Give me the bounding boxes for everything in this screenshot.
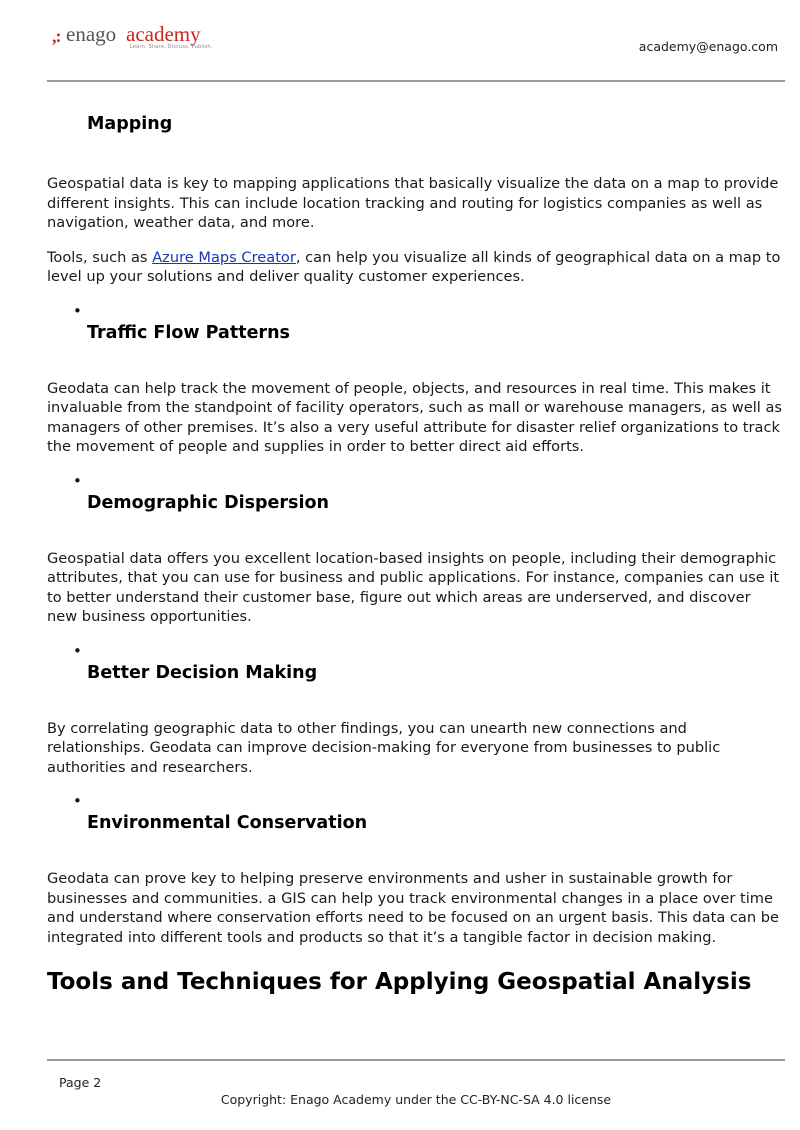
environment-paragraph: Geodata can prove key to helping preserve environments and usher in sustainable growth for businesses and communities. a GIS can help you track environmental changes in a place over time and understand where conservation efforts need to be focused on an urgent basis. This data can be integrated into different tools and products so that it’s a tangible factor in decision making. (47, 870, 780, 946)
page-content (47, 112, 783, 997)
mapping-paragraph-1: Geospatial data is key to mapping applications that basically visualize the data on a map to provide different insights. This can include location tracking and routing for logistics companies as well as navigation, weather data, and more. (47, 175, 779, 231)
mapping-paragraph-2 (47, 248, 783, 287)
heading-demographic-dispersion: Demographic Dispersion (87, 492, 329, 513)
bullet-dot: • (73, 792, 82, 810)
page-number: Page 2 (59, 1075, 102, 1090)
azure-maps-creator-link[interactable]: Azure Maps Creator (152, 248, 296, 266)
heading-mapping: Mapping (87, 114, 173, 134)
logo-tagline: Learn. Share. Discuss. Publish. (130, 44, 213, 50)
logo-word-academy: academy (126, 22, 201, 46)
copyright-notice: Copyright: Enago Academy under the CC-BY-NC-SA 4.0 license (220, 1092, 612, 1107)
bullet-dot: • (73, 471, 82, 490)
heading-environmental-conservation: Environmental Conservation (87, 813, 368, 833)
section-title-tools-techniques: Tools and Techniques for Applying Geospatial Analysis (47, 969, 752, 995)
decision-paragraph: By correlating geographic data to other findings, you can unearth new connections and relationships. Geodata can improve decision-making for everyone from businesses to public authorities and researchers. (47, 719, 721, 776)
logo-word-enago: enago (66, 22, 117, 46)
logo-mark: ,: (52, 26, 61, 46)
heading-better-decision-making: Better Decision Making (87, 662, 318, 683)
demographic-paragraph: Geospatial data offers you excellent location-based insights on people, including their demographic attributes, that you can use for business and public applications. For instance, companies can use it to better understand their customer base, figure out which areas are underserved, and discover new business opportunities. (47, 549, 780, 625)
mapping-paragraph-2-tail: , can help you visualize all kinds of geographical data on a map to level up your solutions and deliver quality customer experiences. (47, 248, 781, 285)
bullet-dot: • (73, 301, 82, 320)
footer-divider (47, 1059, 785, 1061)
header-email: academy@enago.com (638, 39, 778, 54)
bullet-dot: • (73, 641, 82, 660)
traffic-paragraph: Geodata can help track the movement of people, objects, and resources in real time. This makes it invaluable from the standpoint of facility operators, such as mall or warehouse managers, as well as managers of other premises. It’s also a very useful attribute for disaster relief organizations to track the movement of people and supplies in order to better direct aid efforts. (47, 379, 782, 455)
mapping-paragraph-2-lead: Tools, such as (47, 248, 153, 266)
heading-traffic-flow-patterns: Traffic Flow Patterns (87, 322, 290, 343)
header-divider (47, 80, 785, 82)
